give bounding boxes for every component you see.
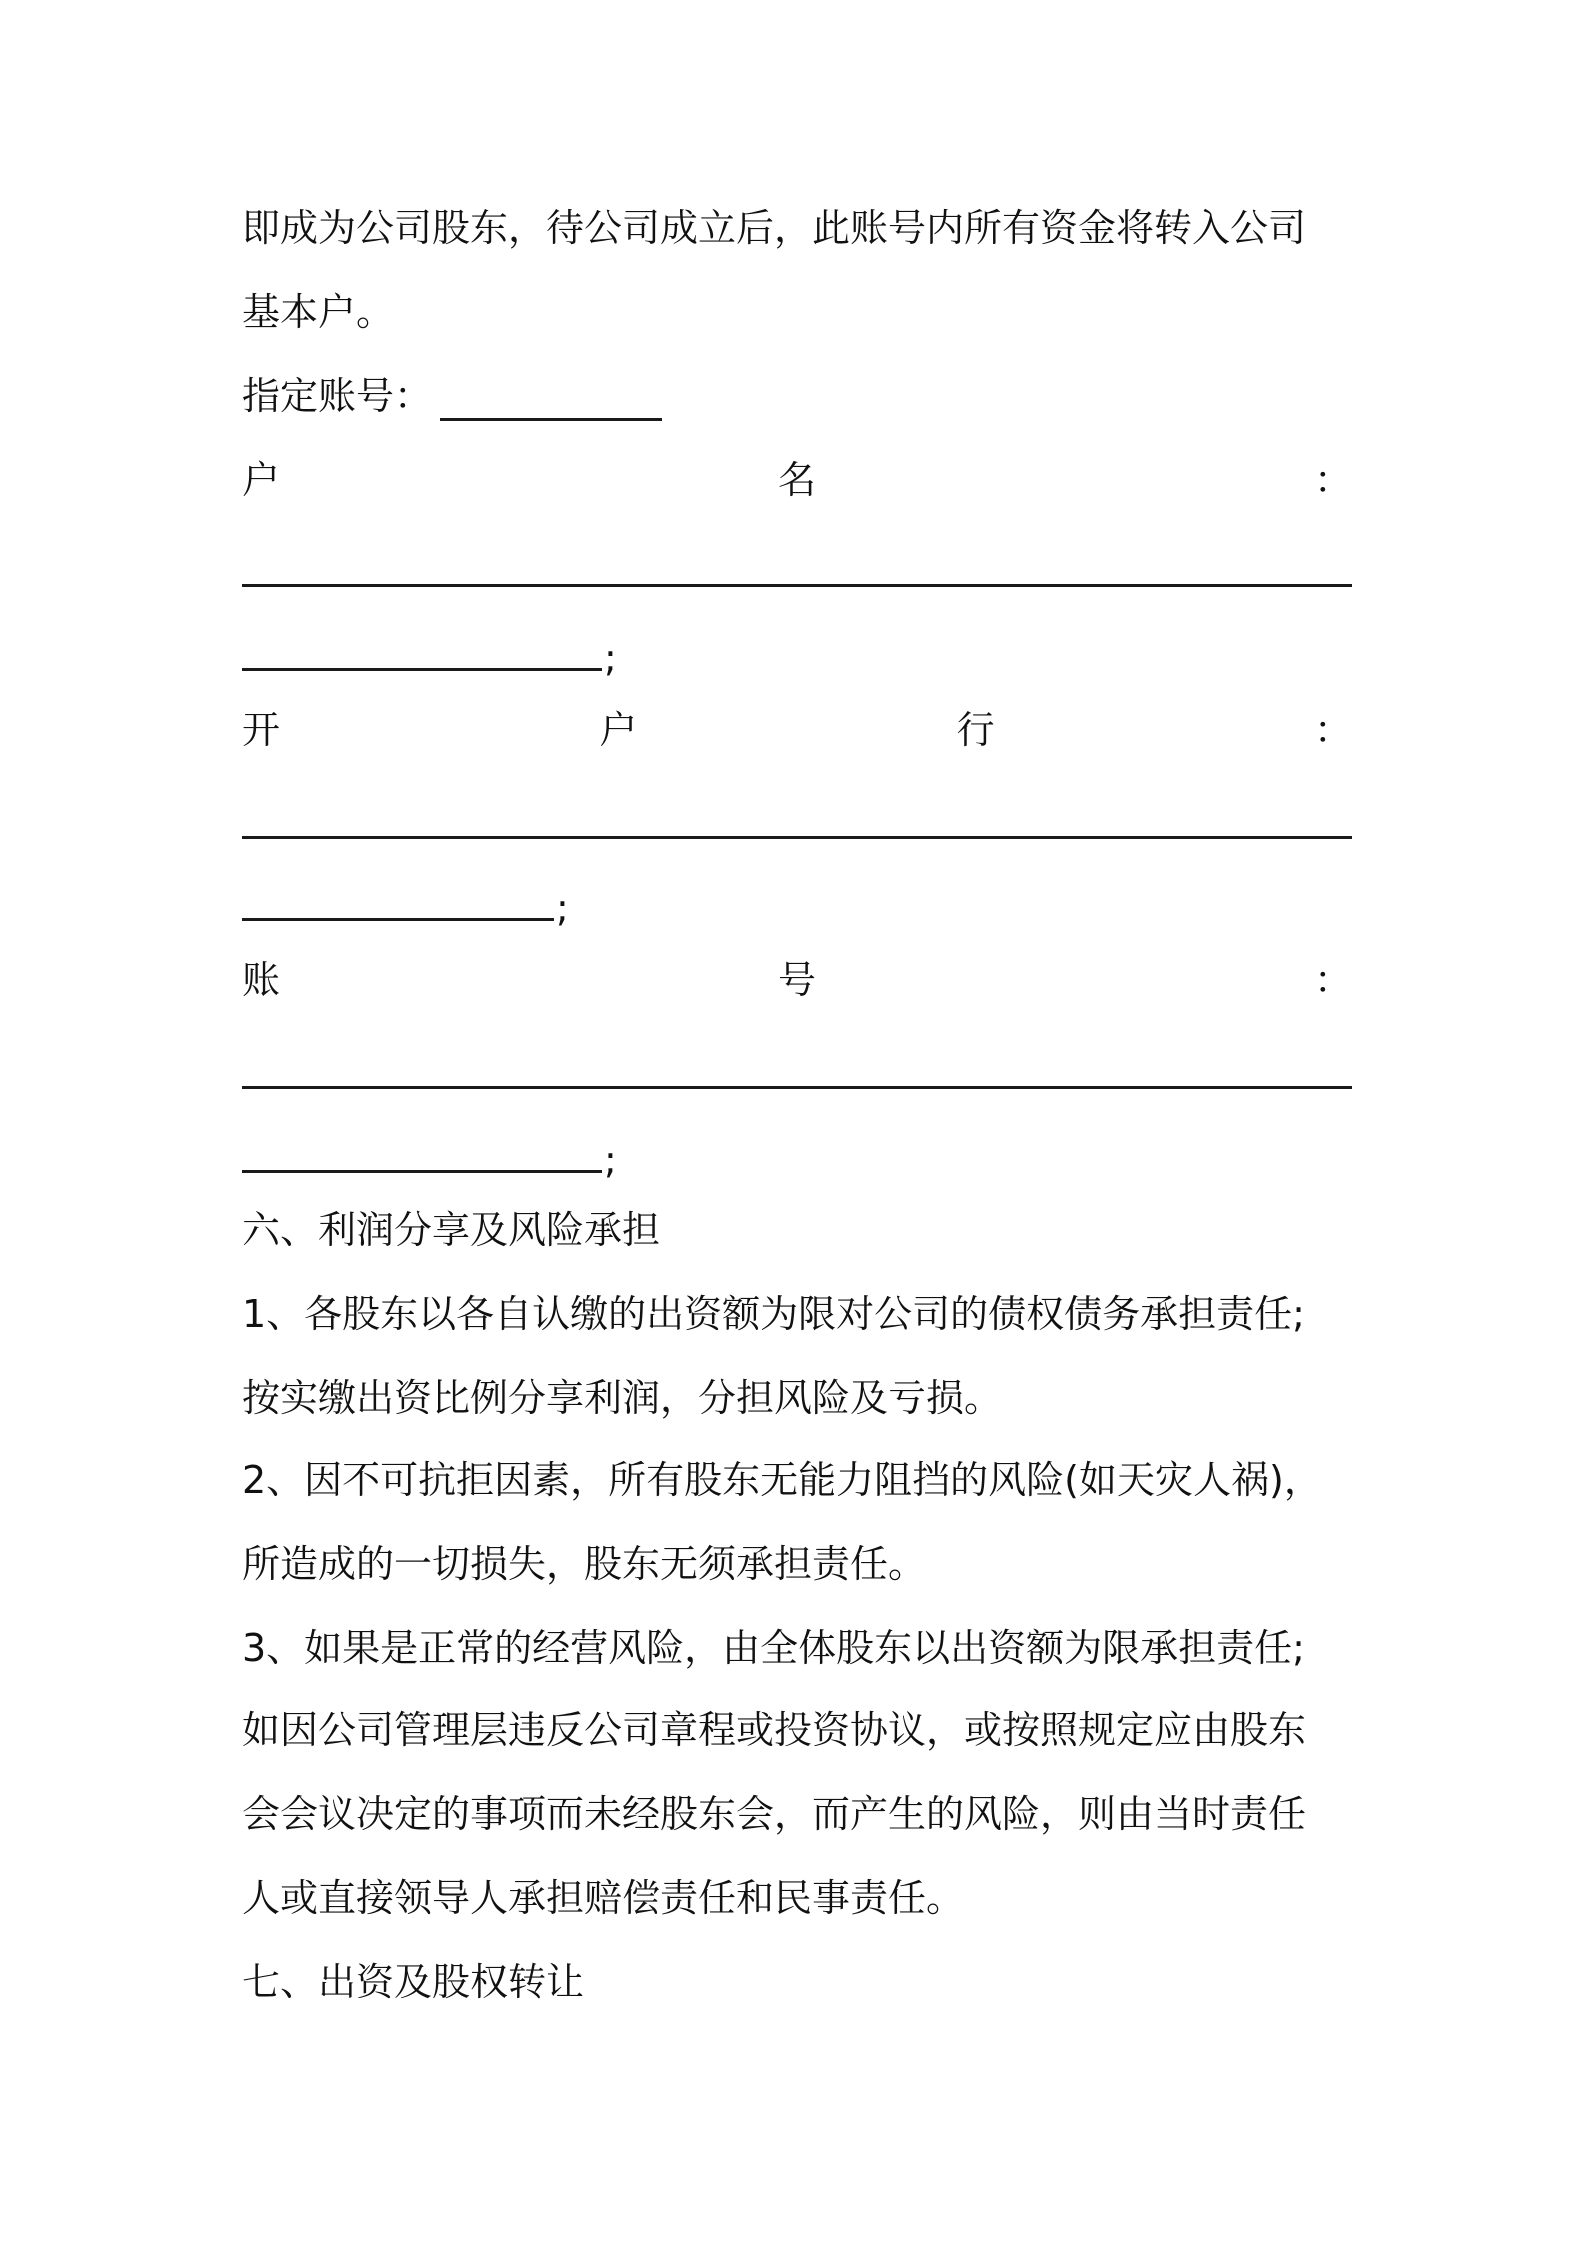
account-number-blank-line-1 <box>242 1086 1352 1089</box>
bank-blank-line-1 <box>242 836 1352 839</box>
paragraph-line: 1、各股东以各自认缴的出资额为限对公司的债权债务承担责任; <box>242 1292 1305 1336</box>
paragraph-line: 如因公司管理层违反公司章程或投资协议，或按照规定应由股东 <box>242 1708 1307 1752</box>
paragraph-line: 所造成的一切损失，股东无须承担责任。 <box>242 1542 927 1586</box>
paragraph-line: 即成为公司股东，待公司成立后，此账号内所有资金将转入公司 <box>242 206 1307 250</box>
bank-blank-line-2 <box>242 918 554 921</box>
section-heading: 七、出资及股权转让 <box>242 1960 585 2004</box>
account-name-label: 户 名 ： <box>242 458 1352 502</box>
account-number-label: 账 号 ： <box>242 958 1352 1002</box>
paragraph-line: 基本户。 <box>242 290 395 334</box>
account-number-blank-line-2 <box>242 1170 602 1173</box>
designated-account-line <box>242 372 1352 421</box>
paragraph-line: 2、因不可抗拒因素，所有股东无能力阻挡的风险(如天灾人祸)， <box>242 1458 1322 1502</box>
semicolon: ; <box>604 636 617 680</box>
account-name-blank-line-1 <box>242 584 1352 587</box>
paragraph-line: 按实缴出资比例分享利润，分担风险及亏损。 <box>242 1376 1003 1420</box>
designated-account-blank <box>440 418 662 421</box>
designated-account-label: 指定账号： <box>242 374 433 418</box>
paragraph-line: 会会议决定的事项而未经股东会，而产生的风险，则由当时责任 <box>242 1792 1307 1836</box>
section-heading: 六、利润分享及风险承担 <box>242 1208 661 1252</box>
bank-label: 开 户 行 ： <box>242 708 1352 752</box>
account-name-blank-line-2 <box>242 668 602 671</box>
semicolon: ; <box>604 1138 617 1182</box>
paragraph-line: 人或直接领导人承担赔偿责任和民事责任。 <box>242 1876 965 1920</box>
semicolon: ; <box>556 886 569 930</box>
paragraph-line: 3、如果是正常的经营风险，由全体股东以出资额为限承担责任; <box>242 1626 1305 1670</box>
